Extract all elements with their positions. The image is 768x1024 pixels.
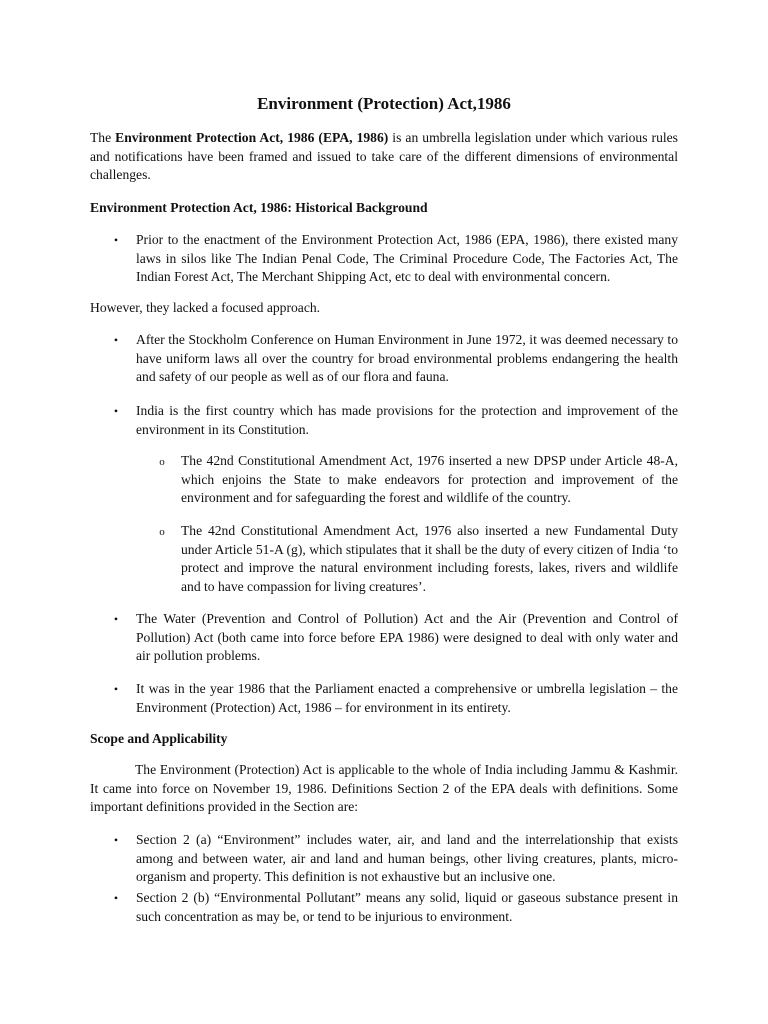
sub-bullet-icon: o: [159, 526, 165, 538]
document-title: Environment (Protection) Act,1986: [257, 94, 511, 113]
scope-paragraph: The Environment (Protection) Act is applicable to the whole of India including Jammu & Kashmir. It came into force on November 19, 1986. Definitions Section 2 of the EPA deals with definitions. Some important definitions provided in the Section are:: [90, 762, 678, 814]
sub-bullet-icon: o: [159, 456, 165, 468]
bullet-icon: •: [113, 891, 119, 905]
list-item: India is the first country which has made provisions for the protection and improvement of the environment in its Constitution.: [136, 403, 678, 437]
bullet-icon: •: [113, 404, 119, 418]
list-item: Section 2 (b) “Environmental Pollutant” means any solid, liquid or gaseous substance present in such concentration as may be, or tend to be injurious to environment.: [136, 890, 678, 924]
sub-list-item: The 42nd Constitutional Amendment Act, 1976 inserted a new DPSP under Article 48-A, which enjoins the State to make endeavors for protection and improvement of the environment and for safeguarding the forest and wildlife of the country.: [181, 453, 678, 505]
intro-post: is an umbrella legislation under which various rules and notifications have been framed and issued to take care of the different dimensions of environmental challenges.: [90, 130, 678, 182]
list-item: It was in the year 1986 that the Parliament enacted a comprehensive or umbrella legislation – the Environment (Protection) Act, 1986 – for environment in its entirety.: [136, 681, 678, 715]
however-paragraph: However, they lacked a focused approach.: [90, 300, 321, 315]
section-heading-scope: Scope and Applicability: [90, 731, 228, 746]
bullet-icon: •: [113, 682, 119, 696]
list-item: After the Stockholm Conference on Human Environment in June 1972, it was deemed necessary to have uniform laws all over the country for broad environmental problems endangering the health and safety of our people as well as of our flora and fauna.: [136, 332, 678, 384]
intro-bold: Environment Protection Act, 1986 (EPA, 1986): [115, 130, 389, 145]
intro-pre: The: [90, 130, 116, 145]
bullet-icon: •: [113, 233, 119, 247]
bullet-icon: •: [113, 833, 119, 847]
bullet-icon: •: [113, 612, 119, 626]
sub-list-item: The 42nd Constitutional Amendment Act, 1976 also inserted a new Fundamental Duty under Article 51-A (g), which stipulates that it shall be the duty of every citizen of India ‘to protect and improve the natural environment including forests, lakes, rivers and wildlife and to have compassion for living creatures’.: [181, 523, 678, 594]
list-item: Section 2 (a) “Environment” includes water, air, and land and the interrelationship that exists among and between water, air and land and human beings, other living creatures, plants, micro-organism and property. This definition is not exhaustive but an inclusive one.: [136, 832, 678, 884]
section-heading-historical: Environment Protection Act, 1986: Historical Background: [90, 200, 428, 215]
bullet-icon: •: [113, 333, 119, 347]
intro-paragraph: [90, 129, 678, 185]
list-item: The Water (Prevention and Control of Pollution) Act and the Air (Prevention and Control of Pollution) Act (both came into force before EPA 1986) were designed to deal with only water and air pollution problems.: [136, 611, 678, 663]
list-item: Prior to the enactment of the Environment Protection Act, 1986 (EPA, 1986), there existed many laws in silos like The Indian Penal Code, The Criminal Procedure Code, The Factories Act, The Indian Forest Act, The Merchant Shipping Act, etc to deal with environmental concern.: [136, 232, 678, 284]
